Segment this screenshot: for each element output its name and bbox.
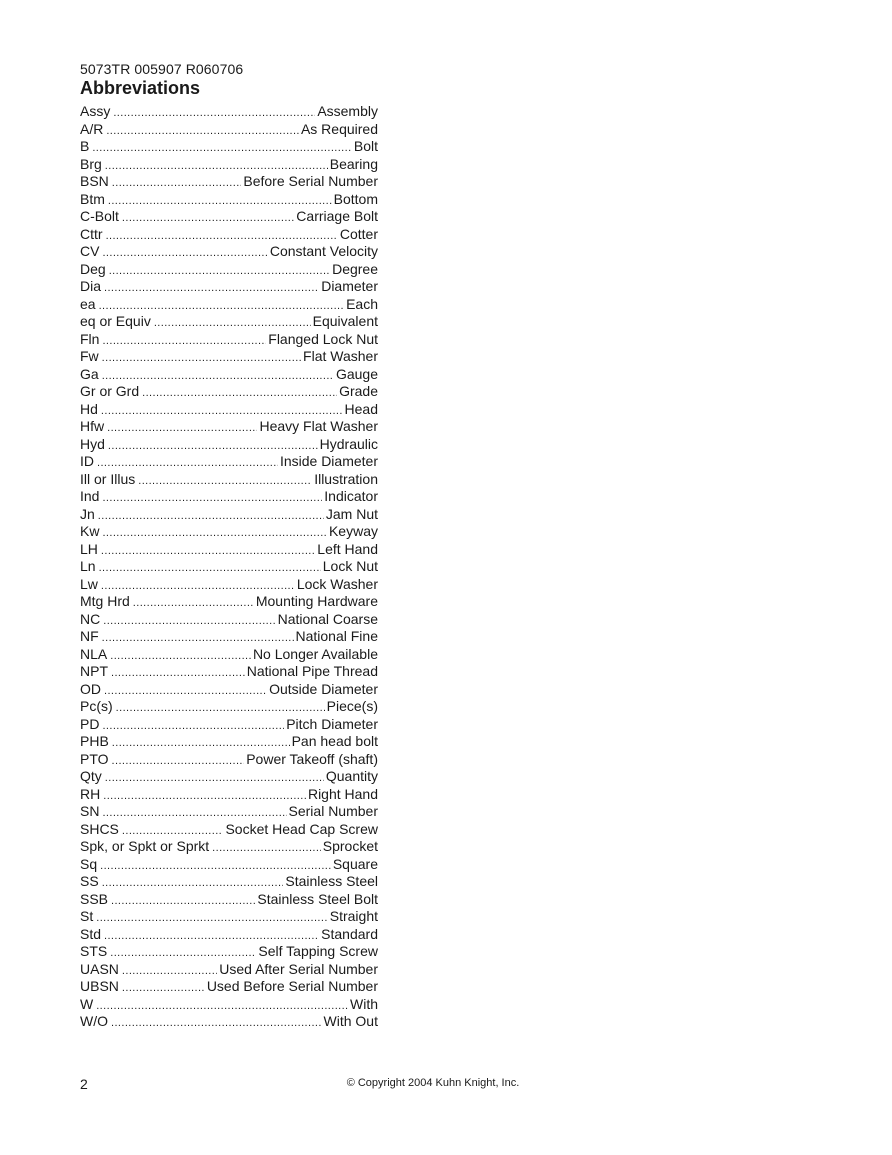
dot-leader (105, 158, 328, 174)
dot-leader (104, 280, 319, 296)
abbreviation-term: NPT (80, 663, 108, 679)
dot-leader (103, 613, 275, 629)
abbreviation-row (80, 856, 378, 874)
abbreviation-term: Cttr (80, 225, 103, 242)
abbreviation-term: W (80, 995, 94, 1012)
dot-leader (96, 910, 328, 926)
dot-leader (102, 490, 322, 506)
abbreviation-definition: Illustration (314, 470, 378, 487)
abbreviation-row (80, 646, 378, 664)
dot-leader (104, 928, 319, 944)
abbreviation-definition: Pitch Diameter (286, 715, 378, 732)
abbreviation-row (80, 803, 378, 821)
dot-leader (110, 945, 256, 961)
abbreviation-definition: Equivalent (312, 313, 378, 329)
abbreviation-term: SHCS (80, 820, 119, 837)
dot-leader (102, 350, 301, 366)
abbreviation-term: B (80, 138, 90, 154)
abbreviation-definition: Keyway (328, 523, 378, 539)
abbreviation-term: SSB (80, 890, 109, 907)
abbreviation-row (80, 226, 378, 244)
abbreviation-definition: Piece(s) (326, 698, 378, 714)
dot-leader (138, 473, 312, 489)
dot-leader (99, 298, 345, 314)
abbreviation-term: C-Bolt (80, 208, 119, 224)
abbreviation-definition: Stainless Steel (285, 873, 378, 889)
abbreviation-term: CV (80, 243, 100, 259)
abbreviation-definition: Indicator (324, 488, 378, 504)
abbreviation-term: Hfw (80, 418, 105, 434)
dot-leader (110, 648, 251, 664)
abbreviation-row (80, 121, 378, 139)
abbreviation-term: Mtg Hrd (80, 593, 130, 609)
dot-leader (112, 175, 242, 191)
abbreviation-row (80, 523, 378, 541)
abbreviation-definition: National Coarse (277, 610, 378, 627)
abbreviation-row (80, 418, 378, 436)
abbreviation-term: ea (80, 295, 96, 312)
abbreviation-row (80, 611, 378, 629)
dot-leader (111, 665, 245, 681)
abbreviation-definition: Lock Nut (322, 558, 378, 574)
abbreviation-row (80, 331, 378, 349)
abbreviation-row (80, 138, 378, 156)
dot-leader (102, 805, 286, 821)
abbreviation-row (80, 733, 378, 751)
dot-leader (122, 963, 217, 979)
abbreviation-row (80, 488, 378, 506)
dot-leader (105, 770, 324, 786)
abbreviation-term: St (80, 908, 94, 924)
abbreviation-row (80, 156, 378, 174)
abbreviation-definition: Sprocket (322, 838, 378, 854)
dot-leader (99, 560, 321, 576)
abbreviation-definition: Each (346, 295, 378, 312)
abbreviation-term: Ill or Illus (80, 470, 136, 487)
abbreviation-definition: Lock Washer (296, 575, 378, 592)
dot-leader (109, 263, 330, 279)
abbreviation-term: ID (80, 453, 94, 469)
abbreviation-term: Qty (80, 768, 102, 784)
abbreviation-row (80, 768, 378, 786)
abbreviation-definition: Socket Head Cap Screw (225, 820, 378, 837)
abbreviation-definition: Quantity (325, 768, 378, 784)
abbreviation-term: LH (80, 540, 98, 557)
abbreviation-definition: Jam Nut (325, 505, 378, 522)
abbreviation-row (80, 261, 378, 279)
abbreviation-definition: Before Serial Number (243, 173, 378, 189)
abbreviation-term: Fln (80, 330, 100, 347)
abbreviation-row (80, 996, 378, 1014)
dot-leader (133, 595, 254, 611)
abbreviation-definition: Mounting Hardware (255, 593, 378, 609)
dot-leader (108, 438, 318, 454)
abbreviation-term: NF (80, 628, 99, 644)
abbreviation-term: Hyd (80, 435, 105, 452)
abbreviation-row (80, 173, 378, 191)
abbreviation-term: PHB (80, 733, 109, 749)
abbreviation-row (80, 436, 378, 454)
dot-leader (101, 543, 315, 559)
dot-leader (212, 840, 321, 856)
abbreviation-row (80, 628, 378, 646)
abbreviation-row (80, 576, 378, 594)
abbreviation-term: UBSN (80, 978, 119, 994)
dot-leader (102, 875, 284, 891)
abbreviation-definition: Carriage Bolt (296, 208, 378, 224)
dot-leader (101, 578, 295, 594)
abbreviation-definition: Head (344, 400, 378, 417)
abbreviation-definition: National Fine (295, 628, 378, 644)
abbreviation-row (80, 401, 378, 419)
dot-leader (103, 788, 306, 804)
abbreviation-definition: Degree (332, 260, 378, 277)
abbreviation-definition: Stainless Steel Bolt (257, 890, 378, 907)
dot-leader (122, 823, 224, 839)
abbreviation-term: NC (80, 610, 101, 627)
abbreviation-row (80, 698, 378, 716)
abbreviation-term: SS (80, 873, 99, 889)
dot-leader (111, 1015, 322, 1031)
abbreviation-term: RH (80, 785, 101, 802)
abbreviation-row (80, 593, 378, 611)
abbreviation-definition: Hydraulic (319, 435, 378, 452)
abbreviation-term: Fw (80, 348, 99, 364)
abbreviation-term: Kw (80, 523, 100, 539)
abbreviation-term: Ind (80, 488, 100, 504)
abbreviation-definition: Power Takeoff (shaft) (246, 750, 378, 767)
abbreviation-row (80, 383, 378, 401)
abbreviation-definition: National Pipe Thread (246, 663, 378, 679)
abbreviation-definition: As Required (300, 120, 378, 137)
abbreviation-definition: Left Hand (317, 540, 378, 557)
abbreviation-definition: With (350, 995, 378, 1012)
abbreviation-definition: Constant Velocity (269, 243, 378, 259)
abbreviation-definition: Square (332, 855, 378, 872)
abbreviation-term: PD (80, 715, 100, 732)
abbreviation-term: BSN (80, 173, 109, 189)
abbreviation-definition: Bottom (333, 190, 378, 207)
abbreviation-row (80, 103, 378, 121)
abbreviation-term: Gr or Grd (80, 383, 140, 399)
dot-leader (98, 508, 324, 524)
abbreviation-definition: Bearing (329, 155, 378, 172)
dot-leader (142, 385, 337, 401)
abbreviation-row (80, 786, 378, 804)
dot-leader (112, 735, 290, 751)
abbreviation-row (80, 558, 378, 576)
dot-leader (113, 105, 315, 121)
abbreviation-term: Ga (80, 365, 99, 382)
abbreviation-definition: Right Hand (307, 785, 378, 802)
abbreviation-term: Brg (80, 155, 102, 172)
page-number: 2 (80, 1076, 88, 1092)
abbreviation-term: W/O (80, 1013, 108, 1029)
abbreviation-row (80, 366, 378, 384)
abbreviation-row (80, 891, 378, 909)
abbreviation-row (80, 978, 378, 996)
abbreviation-row (80, 191, 378, 209)
abbreviation-definition: Flat Washer (303, 348, 378, 364)
dot-leader (101, 403, 343, 419)
abbreviation-definition: With Out (323, 1013, 378, 1029)
abbreviation-row (80, 873, 378, 891)
abbreviation-definition: Used Before Serial Number (206, 978, 378, 994)
abbreviation-term: Std (80, 925, 102, 942)
dot-leader (154, 315, 311, 331)
abbreviation-definition: Cotter (339, 225, 378, 242)
abbreviation-term: Dia (80, 278, 102, 294)
abbreviation-term: PTO (80, 750, 109, 767)
abbreviation-row (80, 243, 378, 261)
document-code: 5073TR 005907 R060706 (80, 61, 244, 77)
abbreviation-row (80, 278, 378, 296)
abbreviation-term: Ln (80, 558, 96, 574)
dot-leader (102, 630, 294, 646)
abbreviation-definition: Self Tapping Screw (258, 943, 378, 959)
abbreviation-definition: Outside Diameter (269, 680, 378, 697)
abbreviation-definition: Standard (321, 925, 378, 942)
abbreviation-term: Hd (80, 400, 98, 417)
dot-leader (100, 858, 331, 874)
abbreviation-row (80, 663, 378, 681)
abbreviation-term: Deg (80, 260, 106, 277)
copyright-notice: © Copyright 2004 Kuhn Knight, Inc. (346, 1077, 520, 1089)
abbreviation-definition: Straight (329, 908, 378, 924)
abbreviation-row (80, 453, 378, 471)
abbreviation-term: eq or Equiv (80, 313, 151, 329)
abbreviation-definition: Serial Number (288, 803, 378, 819)
abbreviation-row (80, 541, 378, 559)
abbreviation-term: OD (80, 680, 101, 697)
dot-leader (92, 140, 352, 156)
abbreviation-term: Lw (80, 575, 98, 592)
abbreviation-row (80, 313, 378, 331)
abbreviation-row (80, 943, 378, 961)
dot-leader (102, 525, 327, 541)
dot-leader (107, 420, 257, 436)
abbreviation-term: Assy (80, 103, 111, 119)
abbreviation-row (80, 908, 378, 926)
abbreviation-term: Btm (80, 190, 105, 207)
abbreviation-definition: Diameter (321, 278, 378, 294)
dot-leader (106, 228, 338, 244)
dot-leader (112, 753, 245, 769)
abbreviation-definition: Heavy Flat Washer (259, 418, 378, 434)
abbreviation-term: Pc(s) (80, 698, 113, 714)
dot-leader (108, 193, 332, 209)
dot-leader (102, 245, 267, 261)
dot-leader (111, 893, 255, 909)
abbreviation-row (80, 506, 378, 524)
abbreviation-row (80, 1013, 378, 1031)
abbreviation-row (80, 751, 378, 769)
dot-leader (122, 980, 205, 996)
abbreviation-definition: Used After Serial Number (219, 960, 378, 977)
abbreviation-row (80, 471, 378, 489)
dot-leader (122, 210, 294, 226)
abbreviation-definition: Gauge (335, 365, 378, 382)
abbreviation-row (80, 838, 378, 856)
dot-leader (116, 700, 325, 716)
abbreviation-row (80, 348, 378, 366)
abbreviation-definition: Assembly (317, 103, 378, 119)
abbreviation-definition: Bolt (353, 138, 378, 154)
abbreviation-term: Spk, or Spkt or Sprkt (80, 838, 210, 854)
abbreviation-term: Sq (80, 855, 98, 872)
dot-leader (102, 368, 334, 384)
abbreviation-row (80, 716, 378, 734)
dot-leader (97, 455, 278, 471)
dot-leader (104, 683, 267, 699)
dot-leader (106, 123, 299, 139)
abbreviation-term: Jn (80, 505, 95, 522)
abbreviation-term: UASN (80, 960, 119, 977)
abbreviation-row (80, 296, 378, 314)
dot-leader (102, 333, 266, 349)
abbreviation-list (80, 103, 378, 1031)
dot-leader (96, 998, 348, 1014)
page-title: Abbreviations (80, 78, 201, 98)
abbreviation-row (80, 926, 378, 944)
abbreviation-row (80, 208, 378, 226)
abbreviation-term: A/R (80, 120, 104, 137)
abbreviation-term: SN (80, 803, 100, 819)
abbreviation-definition: Inside Diameter (279, 453, 378, 469)
abbreviation-definition: Flanged Lock Nut (268, 330, 378, 347)
abbreviation-row (80, 681, 378, 699)
abbreviation-definition: Grade (339, 383, 378, 399)
abbreviation-term: STS (80, 943, 108, 959)
abbreviation-definition: Pan head bolt (291, 733, 378, 749)
abbreviation-definition: No Longer Available (252, 645, 378, 662)
dot-leader (102, 718, 284, 734)
abbreviation-row (80, 821, 378, 839)
abbreviation-term: NLA (80, 645, 108, 662)
abbreviation-row (80, 961, 378, 979)
